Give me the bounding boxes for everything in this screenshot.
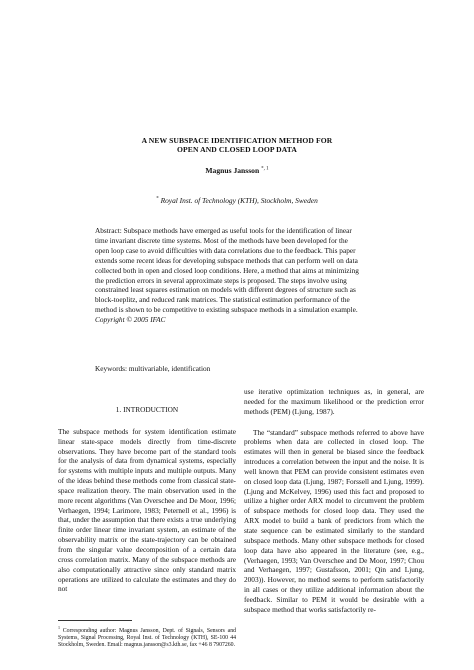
footnote: [58, 624, 236, 650]
abstract-line: method is shown to be competitive to existing subspace methods in a simulation example.: [95, 305, 358, 315]
affiliation-mark: *: [156, 196, 159, 202]
abstract-line: extends some recent ideas for developing subspace methods that can perform well on data: [95, 255, 358, 265]
abstract-line: time invariant discrete time systems. Most of the methods have been developed for the: [95, 235, 348, 245]
footnote-mark: 1: [58, 625, 60, 630]
paper-title: [0, 136, 474, 155]
right-column: [244, 387, 424, 615]
abstract-line: constrained least squares estimation on models with different degrees of structure such as: [95, 285, 356, 295]
abstract-line: Abstract: Subspace methods have emerged as useful tools for the identification of linear: [95, 226, 352, 235]
abstract-line: collected both in open and closed loop conditions. Here, a method that aims at minimizing: [95, 265, 359, 275]
title-line-2: OPEN AND CLOSED LOOP DATA: [177, 145, 297, 155]
abstract-line: open loop case to avoid difficulties with data correlations due to the feedback. This paper: [95, 245, 356, 255]
footnote-rule: [58, 620, 132, 621]
author: [0, 166, 474, 175]
keywords: Keywords: multivariable, identification: [95, 364, 211, 373]
abstract-line: block-toeplitz, and reduced rank matrices. The statistical estimation performance of the: [95, 295, 350, 305]
affiliation-text: Royal Inst. of Technology (KTH), Stockholm, Sweden: [160, 196, 318, 205]
intro-paragraph-1-continued: use iterative optimization techniques as, in general, are needed for the maximum likelihood or the prediction error methods (PEM) (Ljung, 1987).: [244, 387, 424, 416]
abstract: [95, 226, 381, 325]
author-mark: *, 1: [261, 166, 269, 172]
section-heading: 1. INTRODUCTION: [115, 405, 179, 414]
intro-paragraph-1: The subspace methods for system identification estimate linear state-space models directly from time-discrete observations. They have become part of the standard tools for the analysis of data from dynamical systems, especially for systems with multiple inputs and multiple outputs. Many of the ideas behind these methods come from classical state-space realization theory. The main observation used in the more recent algorithms (Van Overschee and De Moor, 1996; Verhaegen, 1994; Larimore, 1983; Peternell et al., 1996) is that, under the assumption that there exists a true underlying finite order linear time invariant system, an estimate of the observability matrix or the state-trajectory can be obtained from the singular value decomposition of a certain data cross correlation matrix. Many of the subspace methods are also computationally attractive since only standard matrix operations are utilized to calculate the estimates and they do not: [58, 426, 236, 594]
footnote-text: Corresponding author: Magnus Jansson, Dept. of Signals, Sensors and Systems, Signal Processing, Royal Inst. of Technology (KTH), SE-100 44 Stockholm, Sweden. Email: magnus.jansson@s3.kth.se, fax +46 8 7907260.: [58, 627, 237, 649]
abstract-line: the prediction errors in several approximate steps is proposed. The steps involve using: [95, 275, 347, 285]
author-name: Magnus Jansson: [205, 166, 260, 175]
intro-paragraph-2: The “standard” subspace methods referred to above have problems when data are collected in closed loop. The estimates will then in general be biased since the feedback introduces a correlation between the input and the noise. It is well known that PEM can provide consistent estimates even on closed loop data (Ljung, 1987; Forssell and Ljung, 1999). (Ljung and McKelvey, 1996) used this fact and proposed to utilize a higher order ARX model to circumvent the problem of subspace methods for closed loop data. They used the ARX model to build a bank of predictors from which the state sequence can be estimated similarly to the standard subspace methods. Many other subspace methods for closed loop data have also appeared in the literature (see, e.g., (Verhaegen, 1993; Van Overschee and De Moor, 1997; Chou and Verhaegen, 1997; Gustafsson, 2001; Qin and Ljung, 2003)). However, no method seems to perform satisfactorily in all cases or they utilize additional information about the feedback. Similar to PEM it would be desirable with a subspace method that works satisfactorily re-: [244, 427, 424, 614]
title-line-1: A NEW SUBSPACE IDENTIFICATION METHOD FOR: [141, 136, 333, 145]
copyright: Copyright © 2005 IFAC: [95, 315, 166, 325]
affiliation: [0, 196, 474, 205]
left-column: [58, 405, 236, 594]
